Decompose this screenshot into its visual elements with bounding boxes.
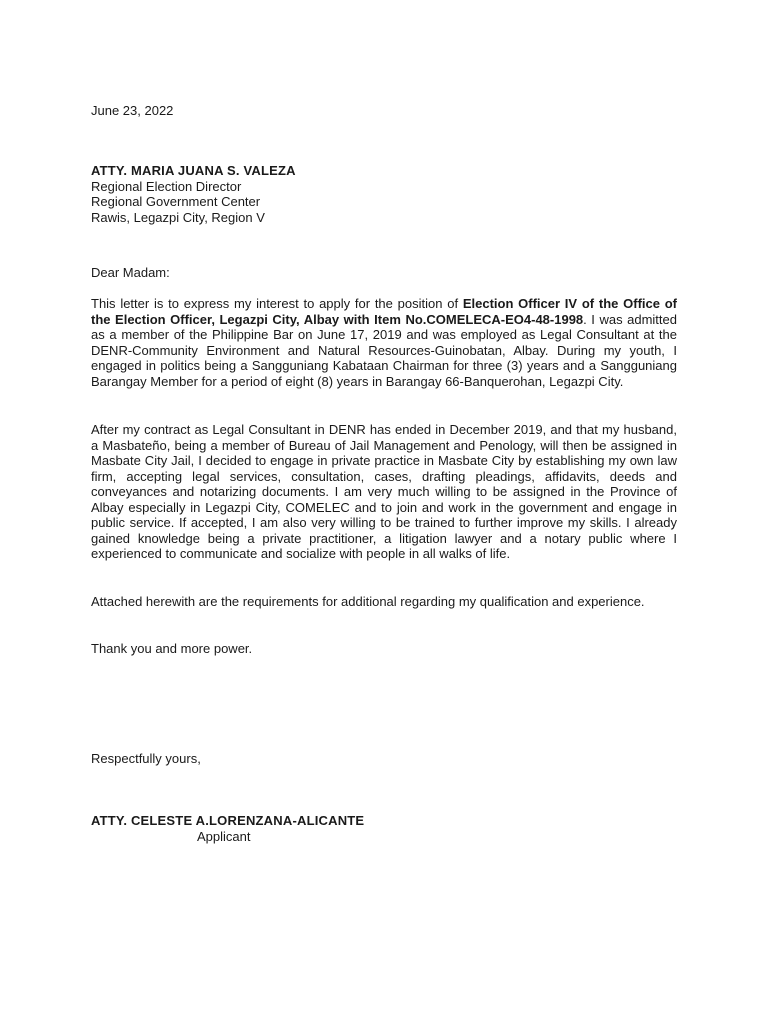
recipient-title: Regional Election Director xyxy=(91,178,242,194)
position-title: Election Officer IV of the Office of the Election Officer, Legazpi City, Albay with Item No.COMELECA-EO4-48-1998 xyxy=(91,296,677,327)
closing-line: Respectfully yours, xyxy=(91,751,201,766)
recipient-address: Rawis, Legazpi City, Region V xyxy=(91,209,265,225)
recipient-office: Regional Government Center xyxy=(91,194,261,209)
recipient-name: ATTY. MARIA JUANA S. VALEZA xyxy=(91,163,296,178)
signatory-role: Applicant xyxy=(197,829,251,844)
signatory-name: ATTY. CELESTE A.LORENZANA-ALICANTE xyxy=(91,813,365,828)
recipient-block xyxy=(91,163,677,225)
paragraph-interest-rest: . I was admitted as a member of the Philippine Bar on June 17, 2019 and was employed as Legal Consultant at the DENR-Community Environment and Natural Resources-Guinobatan, Albay. During my youth, I engaged in politics being a Sangguniang Kabataan Chairman for three (3) years and a Sangguniang Barangay Member for a period of eight (8) years in Barangay 66-Banquerohan, Legazpi City. xyxy=(91,311,677,389)
letter-date: June 23, 2022 xyxy=(91,103,174,118)
thanks-line: Thank you and more power. xyxy=(91,641,253,656)
paragraph-attachments: Attached herewith are the requirements for additional regarding my qualification and experience. xyxy=(91,594,645,609)
paragraph-background: After my contract as Legal Consultant in DENR has ended in December 2019, and that my husband, a Masbateño, being a member of Bureau of Jail Management and Penology, will then be assigned in Masbate City Jail, I decided to engage in private practice in Masbate City by establishing my own law firm, accepting legal services, consultation, cases, drafting pleadings, affidavits, deeds and conveyances and notarizing documents. I am very much willing to be assigned in the Province of Albay especially in Legazpi City, COMELEC and to join and work in the government and engage in public service. If accepted, I am also very willing to be trained to further improve my skills. I already gained knowledge being a private practitioner, a litigation lawyer and a notary public where I experienced to communicate and socialize with people in all walks of life. xyxy=(91,422,677,561)
paragraph-interest-intro: This letter is to express my interest to apply for the position of xyxy=(91,296,463,311)
paragraph-interest xyxy=(91,296,677,389)
salutation: Dear Madam: xyxy=(91,265,170,280)
